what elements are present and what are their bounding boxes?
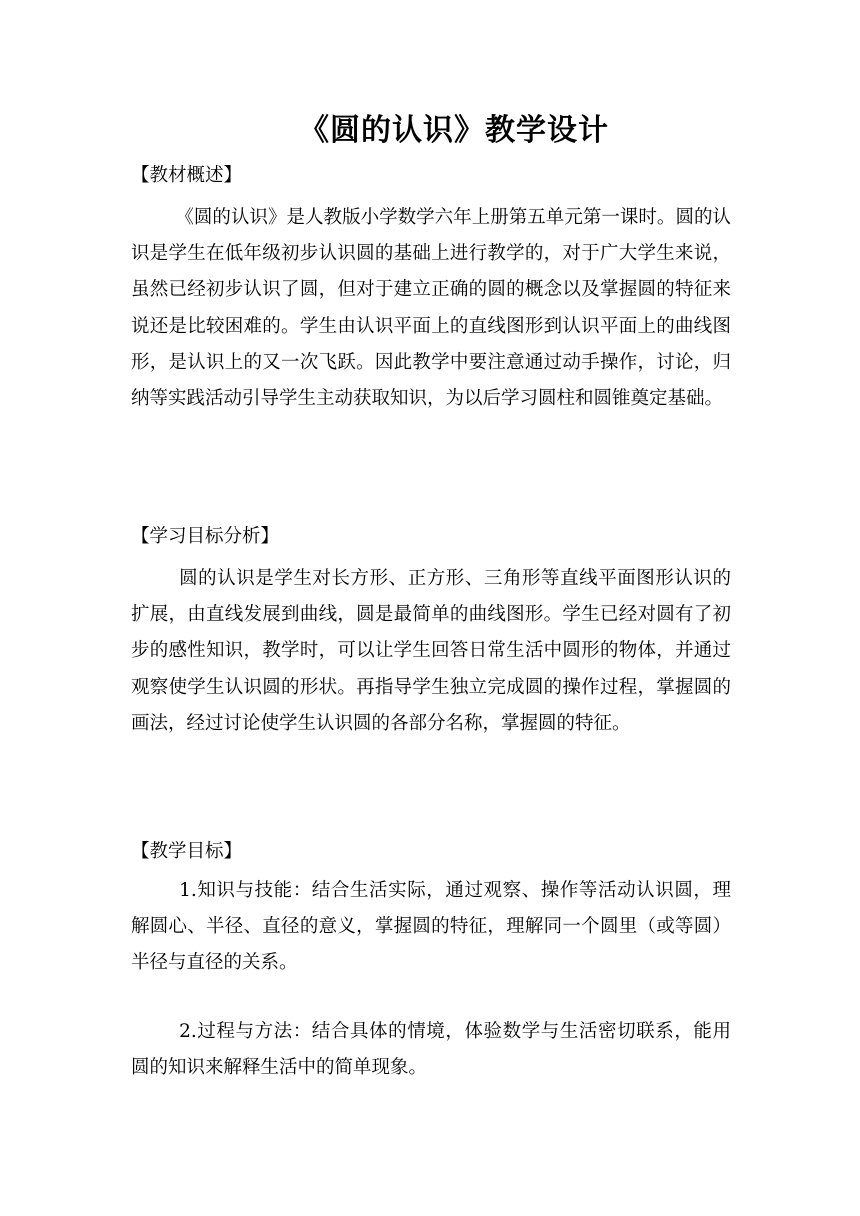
section-heading-learning-goal-analysis: 【学习目标分析】: [131, 526, 280, 547]
section-heading-textbook-overview: 【教材概述】: [131, 165, 243, 186]
paragraph-textbook-overview: 《圆的认识》是人教版小学数学六年上册第五单元第一课时。圆的认识是学生在低年级初步认识圆的基础上进行教学的，对于广大学生来说，虽然已经初步认识了圆，但对于建立正确的圆的概念以及掌握圆的特征来说还是比较困难的。学生由认识平面上的直线图形到认识平面上的曲线图形，是认识上的又一次飞跃。因此教学中要注意通过动手操作，讨论，归纳等实践活动引导学生主动获取知识，为以后学习圆柱和圆锥奠定基础。: [131, 207, 731, 410]
section-heading-teaching-goals: 【教学目标】: [131, 841, 243, 862]
paragraph-goal-knowledge-skills: 1.知识与技能：结合生活实际，通过观察、操作等活动认识圆，理解圆心、半径、直径的意义，掌握圆的特征，理解同一个圆里（或等圆）半径与直径的关系。: [131, 880, 731, 974]
paragraph-learning-goal-analysis: 圆的认识是学生对长方形、正方形、三角形等直线平面图形认识的扩展，由直线发展到曲线，圆是最简单的曲线图形。学生已经对圆有了初步的感性知识，教学时，可以让学生回答日常生活中圆形的物体，并通过观察使学生认识圆的形状。再指导学生独立完成圆的操作过程，掌握圆的画法，经过讨论使学生认识圆的各部分名称，掌握圆的特征。: [131, 568, 731, 734]
document-title: 《圆的认识》教学设计: [299, 113, 609, 148]
paragraph-goal-process-methods: 2.过程与方法：结合具体的情境，体验数学与生活密切联系，能用圆的知识来解释生活中的简单现象。: [131, 1021, 731, 1079]
